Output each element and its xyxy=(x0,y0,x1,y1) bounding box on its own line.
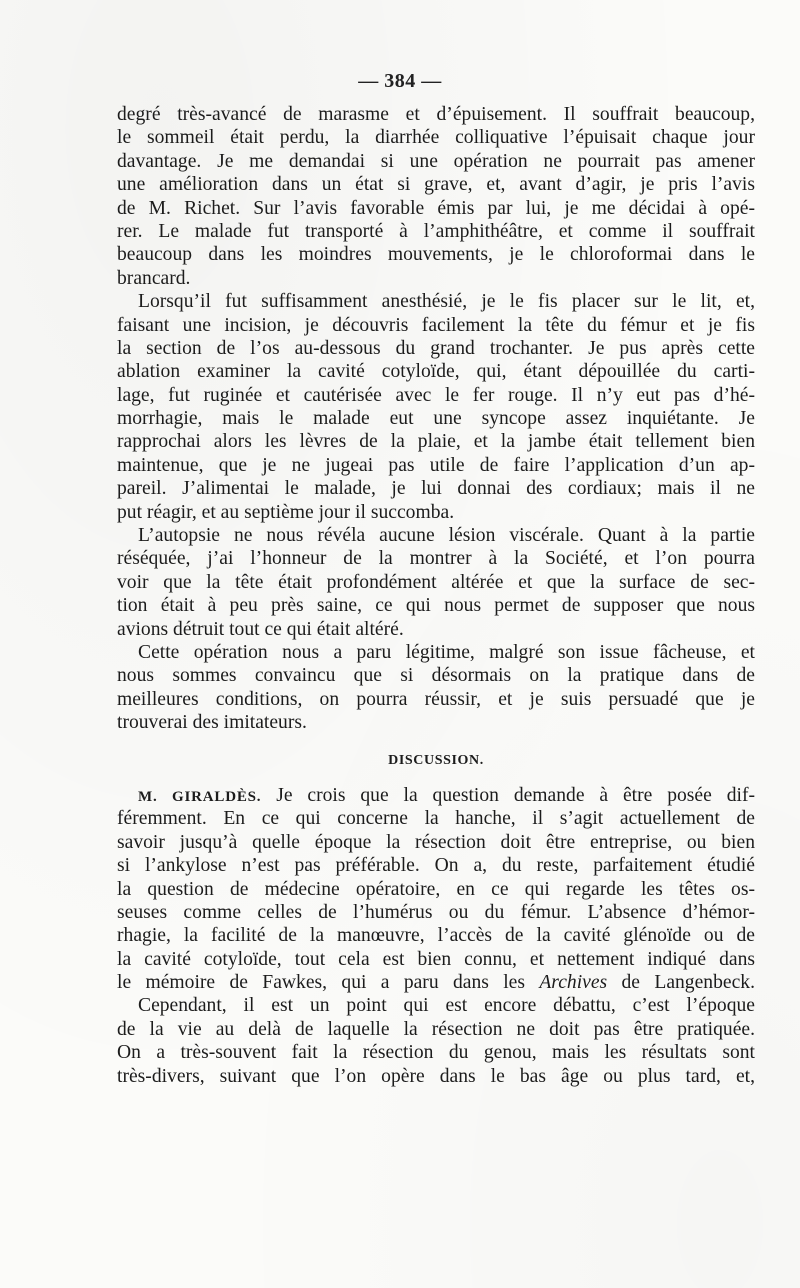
text-line: tion était à peu près saine, ce qui nous permet de supposer que nous xyxy=(117,595,755,617)
paragraph-operation xyxy=(117,290,755,524)
text-line: très-divers, suivant que l’on opère dans le bas âge ou plus tard, et, xyxy=(117,1065,755,1087)
text-line: la cavité cotyloïde, tout cela est bien connu, et nettement indiqué dans xyxy=(117,948,755,970)
text-line: faisant une incision, je découvris facilement la tête du fémur et je fis xyxy=(117,314,755,336)
text-line: beaucoup dans les moindres mouvements, je le chloroformai dans le xyxy=(117,244,755,266)
text-line: trouverai des imitateurs. xyxy=(117,712,307,734)
text-line: brancard. xyxy=(117,267,191,289)
text-line: si l’ankylose n’est pas préférable. On a, du reste, parfaitement étudié xyxy=(117,855,755,877)
page-number: — 384 — xyxy=(358,70,442,92)
text-line: savoir jusqu’à quelle époque la résection doit être entreprise, ou bien xyxy=(117,831,755,853)
text-line xyxy=(117,971,755,994)
text-span: Je crois que la question demande à être posée dif- xyxy=(261,784,755,806)
paragraph-giraldes xyxy=(117,784,755,995)
text-line: lage, fut ruginée et cautérisée avec le fer rouge. Il n’y eut pas d’hé- xyxy=(117,384,755,406)
text-line: voir que la tête était profondément altérée et que la surface de sec- xyxy=(117,571,755,593)
section-heading: DISCUSSION. xyxy=(388,752,484,768)
paragraph-continuation xyxy=(117,103,755,290)
text-line: maintenue, que je ne jugeai pas utile de faire l’application d’un ap- xyxy=(117,454,755,476)
text-line: seuses comme celles de l’humérus ou du fémur. L’absence d’hémor- xyxy=(117,901,755,923)
text-line: morrhagie, mais le malade eut une syncope assez inquiétante. Je xyxy=(117,408,755,430)
paragraph-conclusion xyxy=(117,641,755,735)
text-line: L’autopsie ne nous révéla aucune lésion viscérale. Quant à la partie xyxy=(138,525,755,547)
text-line: Cette opération nous a paru légitime, malgré son issue fâcheuse, et xyxy=(138,641,755,663)
speaker-name: M. GIRALDÈS. xyxy=(138,788,262,805)
text-line xyxy=(117,784,755,807)
text-line: On a très-souvent fait la résection du genou, mais les résultats sont xyxy=(117,1042,755,1064)
text-line: nous sommes convaincu que si désormais on la pratique dans de xyxy=(117,665,755,687)
text-line: Lorsqu’il fut suffisamment anesthésié, je le fis placer sur le lit, et, xyxy=(138,291,755,313)
text-line: degré très-avancé de marasme et d’épuisement. Il souffrait beaucoup, xyxy=(117,104,755,125)
text-line: rhagie, la facilité de la manœuvre, l’accès de la cavité glénoïde ou de xyxy=(117,925,755,947)
text-line: féremment. En ce qui concerne la hanche, il s’agit actuellement de xyxy=(117,808,755,830)
text-line: une amélioration dans un état si grave, et, avant d’agir, je pris l’avis xyxy=(117,174,755,196)
paragraph-cependant xyxy=(117,994,755,1088)
text-line: ablation examiner la cavité cotyloïde, qui, étant dépouillée du carti- xyxy=(117,361,755,383)
text-line: rer. Le malade fut transporté à l’amphithéâtre, et comme il souffrait xyxy=(117,220,755,242)
body-text xyxy=(117,103,755,1088)
text-line: Cependant, il est un point qui est encore débattu, c’est l’époque xyxy=(138,995,755,1017)
text-line: la section de l’os au-dessous du grand trochanter. Je pus après cette xyxy=(117,337,755,359)
text-line: réséquée, j’ai l’honneur de la montrer à la Société, et l’on pourra xyxy=(117,548,755,570)
text-line: de la vie au delà de laquelle la résection ne doit pas être pratiquée. xyxy=(117,1018,755,1040)
text-span: le mémoire de Fawkes, qui a paru dans les xyxy=(117,972,540,994)
text-span: de Langenbeck. xyxy=(607,972,755,994)
text-line: rapprochai alors les lèvres de la plaie, et la jambe était tellement bien xyxy=(117,431,755,453)
text-line: davantage. Je me demandai si une opération ne pourrait pas amener xyxy=(117,150,755,172)
text-line: avions détruit tout ce qui était altéré. xyxy=(117,618,404,640)
text-line: le sommeil était perdu, la diarrhée colliquative l’épuisait chaque jour xyxy=(117,127,755,149)
text-line: la question de médecine opératoire, en ce qui regarde les têtes os- xyxy=(117,878,755,900)
text-line: de M. Richet. Sur l’avis favorable émis par lui, je me décidai à opé- xyxy=(117,197,755,219)
text-line: put réagir, et au septième jour il succomba. xyxy=(117,501,455,523)
text-line: meilleures conditions, on pourra réussir, et je suis persuadé que je xyxy=(117,688,755,710)
text-line: pareil. J’alimentai le malade, je lui donnai des cordiaux; mais il ne xyxy=(117,478,755,500)
italic-title: Archives xyxy=(539,972,608,994)
paragraph-autopsy xyxy=(117,524,755,641)
